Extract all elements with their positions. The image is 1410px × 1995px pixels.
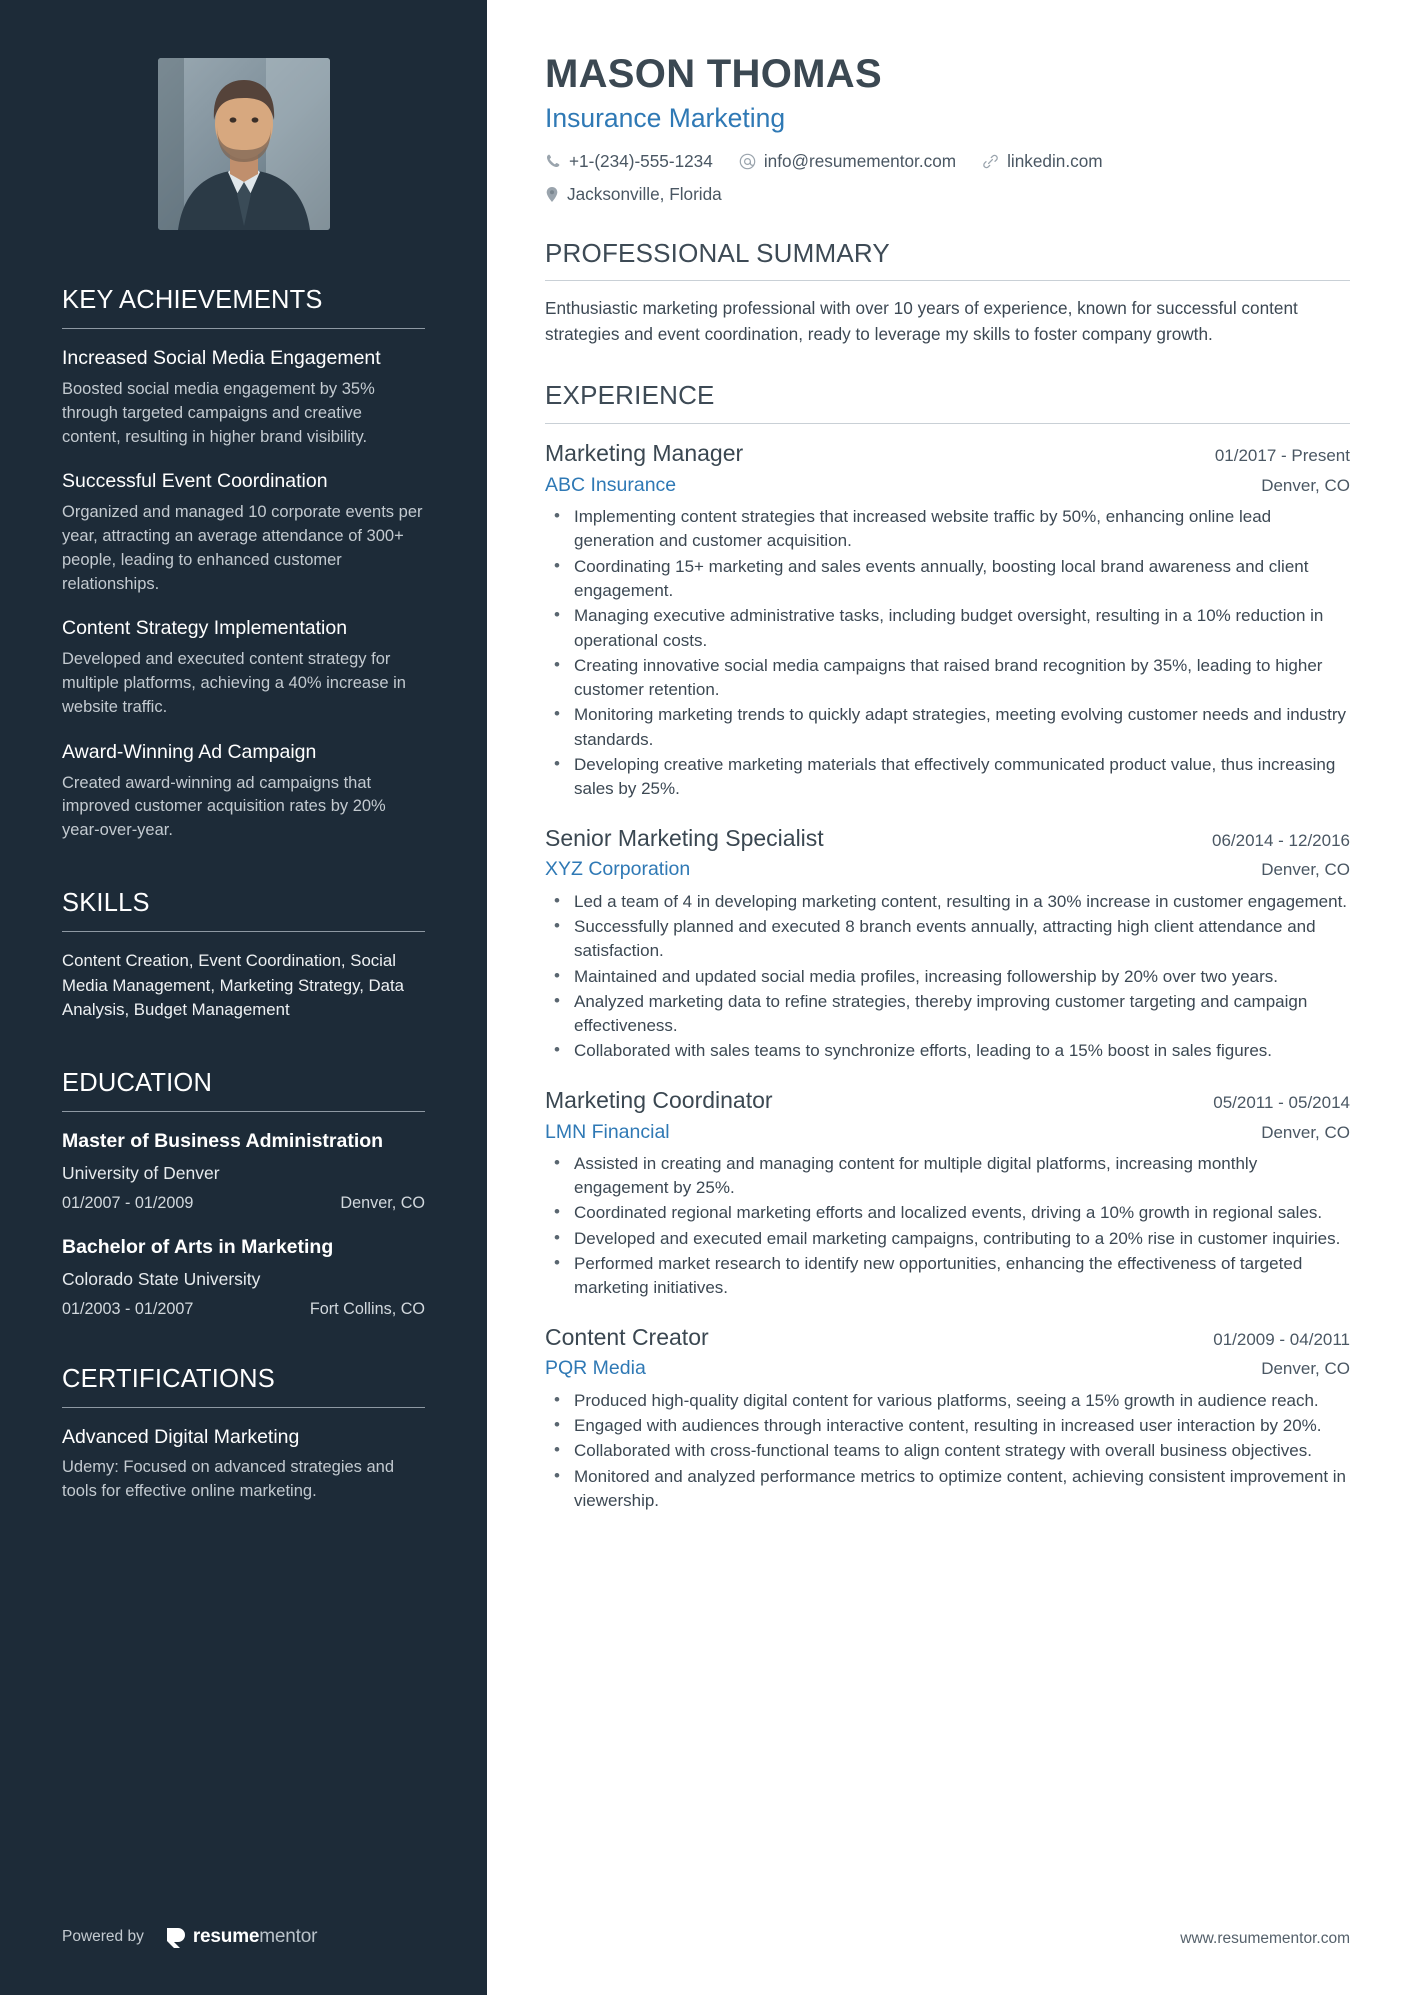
achievement-description: Created award-winning ad campaigns that improved customer acquisition rates by 20% year-over-year.	[62, 773, 386, 839]
experience-bullet: • Performed market research to identify new opportunities, enhancing the effectiveness of targeted marketing initiatives.	[545, 1252, 1350, 1301]
skills-title: SKILLS	[62, 888, 150, 917]
education-item	[62, 1235, 425, 1319]
experience-location: Denver, CO	[1261, 475, 1350, 495]
experience-header	[545, 1323, 1350, 1352]
key-achievements-title: KEY ACHIEVEMENTS	[62, 286, 323, 314]
experience-bullet: • Collaborated with sales teams to synchronize efforts, leading to a 15% boost in sales figures.	[545, 1039, 1350, 1063]
professional-summary-title: PROFESSIONAL SUMMARY	[545, 237, 890, 268]
certification-description: Udemy: Focused on advanced strategies and tools for effective online marketing.	[62, 1458, 395, 1501]
experience-company[interactable]: LMN Financial	[545, 1120, 670, 1143]
education-meta	[62, 1194, 425, 1213]
experience-item	[545, 1323, 1350, 1514]
certification-name: Advanced Digital Marketing	[62, 1426, 300, 1449]
experience-company[interactable]: ABC Insurance	[545, 473, 677, 496]
divider	[62, 328, 425, 329]
experience-bullet: • Assisted in creating and managing content for multiple digital platforms, increasing monthly engagement by 25%.	[545, 1152, 1350, 1201]
resumementor-logo-text	[193, 1926, 317, 1948]
education-title: EDUCATION	[62, 1069, 213, 1098]
experience-role: Marketing Coordinator	[545, 1086, 773, 1113]
experience-location: Denver, CO	[1261, 1359, 1350, 1379]
experience-company[interactable]: PQR Media	[545, 1357, 646, 1380]
experience-bullet: • Developing creative marketing materials that effectively communicated product value, thus increasing sales by 25%.	[545, 753, 1350, 802]
achievement-item	[62, 616, 425, 719]
experience-bullets	[545, 505, 1350, 802]
certification-item	[62, 1425, 425, 1504]
section-professional-summary	[545, 239, 1350, 347]
experience-role: Senior Marketing Specialist	[545, 824, 824, 851]
link-icon	[982, 153, 999, 170]
avatar-portrait-icon	[158, 58, 330, 230]
experience-dates: 01/2009 - 04/2011	[1213, 1329, 1350, 1349]
achievement-title: Increased Social Media Engagement	[62, 347, 381, 370]
achievement-item	[62, 346, 425, 449]
experience-bullet: • Led a team of 4 in developing marketing content, resulting in a 30% increase in customer engagement.	[545, 890, 1350, 914]
achievement-title: Award-Winning Ad Campaign	[62, 740, 317, 763]
avatar	[158, 58, 330, 230]
education-dates: 01/2003 - 01/2007	[62, 1299, 194, 1318]
experience-header	[545, 439, 1350, 468]
section-skills	[62, 889, 425, 1023]
profile-photo-wrap	[62, 58, 425, 230]
experience-bullets	[545, 1389, 1350, 1513]
location-pin-icon	[545, 186, 559, 203]
sidebar	[0, 0, 487, 1995]
candidate-name: MASON THOMAS	[545, 52, 882, 96]
phone-icon	[545, 153, 561, 169]
experience-bullet: • Monitoring marketing trends to quickly adapt strategies, meeting evolving customer needs and industry standards.	[545, 703, 1350, 752]
experience-bullet: • Implementing content strategies that increased website traffic by 50%, enhancing online lead generation and customer acquisition.	[545, 505, 1350, 554]
education-dates: 01/2007 - 01/2009	[62, 1194, 194, 1213]
education-school: University of Denver	[62, 1163, 220, 1184]
achievement-title: Successful Event Coordination	[62, 470, 328, 493]
resumementor-logo	[166, 1926, 317, 1948]
skills-list: Content Creation, Event Coordination, Social Media Management, Marketing Strategy, Data Analysis, Budget Management	[62, 951, 405, 1020]
contact-linkedin[interactable]	[982, 151, 1103, 172]
experience-bullet: • Coordinating 15+ marketing and sales events annually, boosting local brand awareness and client engagement.	[545, 555, 1350, 604]
experience-header	[545, 824, 1350, 853]
experience-location: Denver, CO	[1261, 1122, 1350, 1142]
candidate-job-title: Insurance Marketing	[545, 102, 786, 133]
certifications-title: CERTIFICATIONS	[62, 1364, 275, 1393]
experience-header	[545, 1086, 1350, 1115]
experience-location: Denver, CO	[1261, 860, 1350, 880]
experience-company[interactable]: XYZ Corporation	[545, 858, 691, 881]
sidebar-footer	[62, 1926, 317, 1948]
section-experience	[545, 381, 1350, 1513]
divider	[62, 1407, 425, 1408]
experience-subheader	[545, 857, 1350, 882]
main-content	[487, 0, 1410, 1995]
experience-title: EXPERIENCE	[545, 380, 715, 411]
experience-bullet: • Monitored and analyzed performance metrics to optimize content, achieving consistent improvement in viewership.	[545, 1465, 1350, 1514]
section-education	[62, 1069, 425, 1319]
experience-role: Content Creator	[545, 1323, 709, 1350]
experience-bullet: • Coordinated regional marketing efforts and localized events, driving a 10% growth in regional sales.	[545, 1201, 1350, 1225]
achievement-item	[62, 469, 425, 596]
contact-email[interactable]	[739, 151, 956, 172]
achievement-item	[62, 740, 425, 843]
divider	[62, 931, 425, 932]
experience-dates: 06/2014 - 12/2016	[1211, 830, 1350, 850]
experience-bullet: • Maintained and updated social media profiles, increasing followership by 20% over two years.	[545, 965, 1350, 989]
experience-subheader	[545, 1356, 1350, 1381]
section-certifications	[62, 1365, 425, 1504]
experience-dates: 01/2017 - Present	[1214, 445, 1350, 465]
experience-bullet: • Produced high-quality digital content for various platforms, seeing a 15% growth in audience reach.	[545, 1389, 1350, 1413]
logo-light: mentor	[259, 1926, 318, 1947]
logo-bold: resume	[192, 1926, 260, 1947]
experience-bullet: • Engaged with audiences through interactive content, resulting in increased user interaction by 20%.	[545, 1414, 1350, 1438]
experience-bullet: • Managing executive administrative tasks, including budget oversight, resulting in a 10% reduction in operational costs.	[545, 604, 1350, 653]
contact-linkedin-text: linkedin.com	[1007, 150, 1103, 171]
experience-item	[545, 824, 1350, 1064]
contact-location	[545, 184, 722, 205]
education-degree: Bachelor of Arts in Marketing	[62, 1236, 334, 1259]
contact-location-text: Jacksonville, Florida	[567, 183, 722, 204]
section-key-achievements	[62, 286, 425, 843]
powered-by-label: Powered by	[62, 1928, 144, 1945]
education-item	[62, 1129, 425, 1213]
divider	[62, 1111, 425, 1112]
achievement-description: Organized and managed 10 corporate events per year, attracting an average attendance of 300+ people, leading to enhanced customer relationships.	[62, 503, 423, 593]
resumementor-logo-icon	[166, 1927, 186, 1948]
divider	[545, 280, 1350, 281]
achievement-description: Developed and executed content strategy for multiple platforms, achieving a 40% increase in website traffic.	[62, 650, 406, 716]
contact-email-text: info@resumementor.com	[763, 150, 957, 171]
experience-bullet: • Successfully planned and executed 8 branch events annually, attracting high client attendance and satisfaction.	[545, 915, 1350, 964]
education-school: Colorado State University	[62, 1269, 261, 1290]
achievement-title: Content Strategy Implementation	[62, 617, 348, 640]
experience-subheader	[545, 1120, 1350, 1145]
experience-dates: 05/2011 - 05/2014	[1213, 1092, 1350, 1112]
experience-bullets	[545, 890, 1350, 1064]
divider	[545, 423, 1350, 424]
experience-bullet: • Collaborated with cross-functional teams to align content strategy with overall business objectives.	[545, 1439, 1350, 1463]
experience-bullet: • Creating innovative social media campaigns that raised brand recognition by 35%, leading to higher customer retention.	[545, 654, 1350, 703]
education-location: Fort Collins, CO	[309, 1299, 425, 1318]
experience-item	[545, 1086, 1350, 1301]
contact-phone[interactable]	[545, 151, 713, 172]
achievement-description: Boosted social media engagement by 35% through targeted campaigns and creative content, resulting in higher brand visibility.	[62, 380, 375, 446]
experience-bullet: • Analyzed marketing data to refine strategies, thereby improving customer targeting and campaign effectiveness.	[545, 990, 1350, 1039]
email-icon	[739, 153, 756, 170]
experience-bullets	[545, 1152, 1350, 1301]
education-meta	[62, 1300, 425, 1319]
experience-role: Marketing Manager	[545, 439, 744, 466]
professional-summary-text: Enthusiastic marketing professional with over 10 years of experience, known for successful content strategies and event coordination, ready to leverage my skills to foster company growth.	[545, 298, 1298, 344]
website-footer: www.resumementor.com	[1180, 1930, 1350, 1947]
education-location: Denver, CO	[340, 1194, 425, 1213]
experience-subheader	[545, 473, 1350, 498]
contact-info	[545, 151, 1105, 205]
contact-phone-text: +1-(234)-555-1234	[569, 150, 713, 171]
experience-item	[545, 439, 1350, 802]
education-degree: Master of Business Administration	[62, 1130, 384, 1153]
experience-bullet: • Developed and executed email marketing campaigns, contributing to a 20% rise in customer inquiries.	[545, 1227, 1350, 1251]
